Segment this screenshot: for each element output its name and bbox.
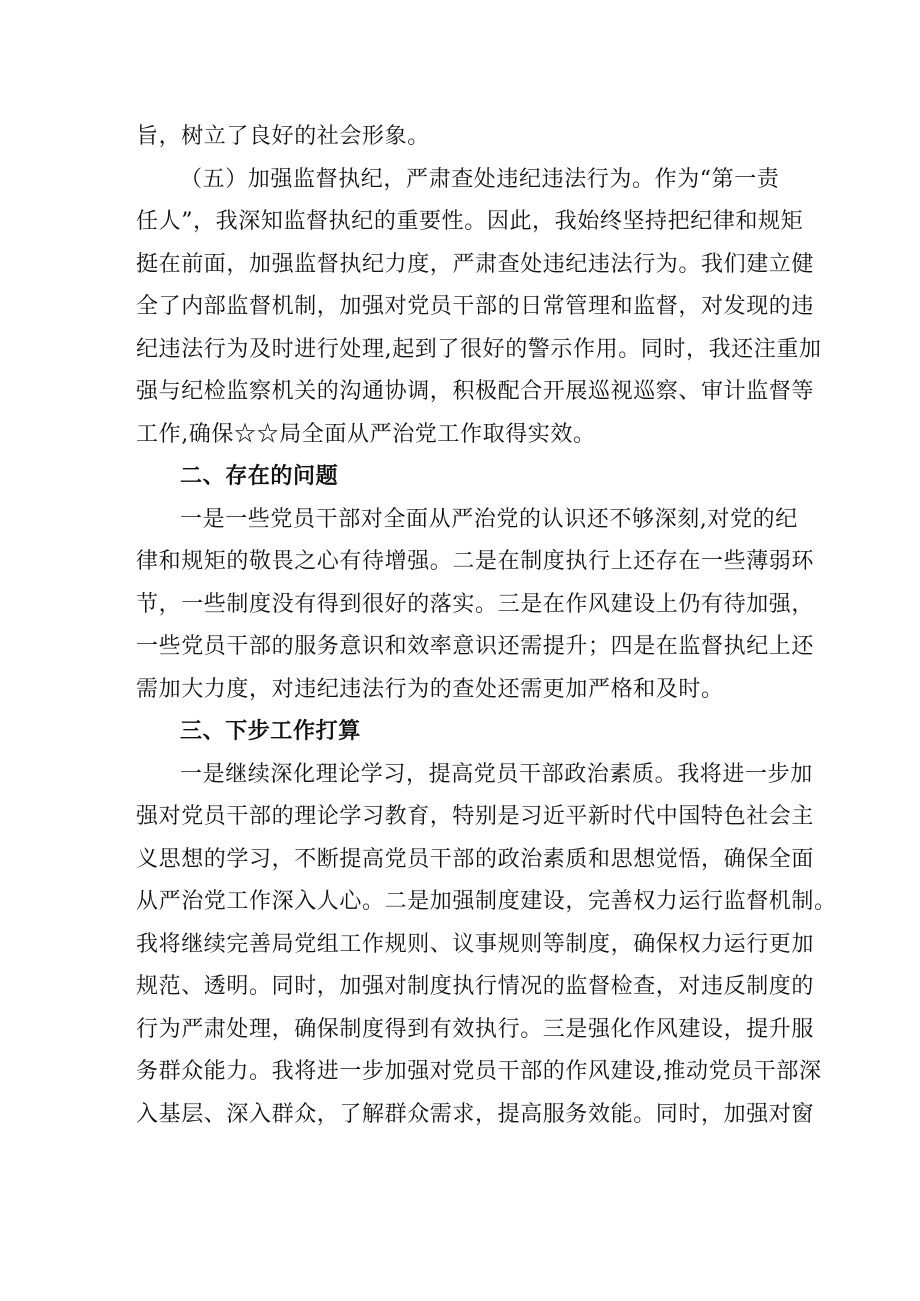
paragraph-start-next-steps: 一是继续深化理论学习，提高党员干部政治素质。我将进一步加 xyxy=(180,761,813,787)
text-line: 任人”，我深知监督执纪的重要性。因此，我始终坚持把纪律和规矩 xyxy=(136,209,804,234)
document-body xyxy=(136,116,837,1136)
text-line: 一些党员干部的服务意识和效率意识还需提升；四是在监督执纪上还 xyxy=(136,634,815,659)
text-line: 我将继续完善局党组工作规则、议事规则等制度，确保权力运行更加 xyxy=(136,931,815,957)
paragraph-start-problems: 一是一些党员干部对全面从严治党的认识还不够深刻,对党的纪 xyxy=(180,506,798,532)
paragraph-start-supervision: （五）加强监督执纪，严肃查处违纪违法行为。作为“第一责 xyxy=(180,166,780,192)
text-line: 工作,确保☆☆局全面从严治党工作取得实效。 xyxy=(136,421,596,447)
text-line: 旨，树立了良好的社会形象。 xyxy=(136,124,430,149)
text-line: 律和规矩的敬畏之心有待增强。二是在制度执行上还存在一些薄弱环 xyxy=(136,549,815,574)
text-line: 义思想的学习，不断提高党员干部的政治素质和思想觉悟，确保全面 xyxy=(136,846,815,872)
text-line: 从严治党工作深入人心。二是加强制度建设，完善权力运行监督机制。 xyxy=(136,889,837,914)
text-line: 务群众能力。我将进一步加强对党员干部的作风建设,推动党员干部深 xyxy=(136,1059,822,1084)
section-heading-problems: 二、存在的问题 xyxy=(180,464,339,489)
text-line: 挺在前面，加强监督执纪力度，严肃查处违纪违法行为。我们建立健 xyxy=(136,251,815,277)
text-line: 需加大力度，对违纪违法行为的查处还需更加严格和及时。 xyxy=(136,676,724,702)
text-line: 强对党员干部的理论学习教育，特别是习近平新时代中国特色社会主 xyxy=(136,804,815,829)
text-line: 强与纪检监察机关的沟通协调，积极配合开展巡视巡察、审计监督等 xyxy=(136,379,815,404)
text-line: 规范、透明。同时，加强对制度执行情况的监督检查，对违反制度的 xyxy=(136,974,815,999)
text-line: 纪违法行为及时进行处理,起到了很好的警示作用。同时，我还注重加 xyxy=(136,336,822,362)
text-line: 全了内部监督机制，加强对党员干部的日常管理和监督，对发现的违 xyxy=(136,294,815,319)
section-heading-next-steps: 三、下步工作打算 xyxy=(180,719,361,744)
text-line: 节，一些制度没有得到很好的落实。三是在作风建设上仍有待加强， xyxy=(136,591,815,617)
text-line: 行为严肃处理，确保制度得到有效执行。三是强化作风建设，提升服 xyxy=(136,1016,815,1042)
text-line: 入基层、深入群众，了解群众需求，提高服务效能。同时，加强对窗 xyxy=(136,1101,815,1127)
